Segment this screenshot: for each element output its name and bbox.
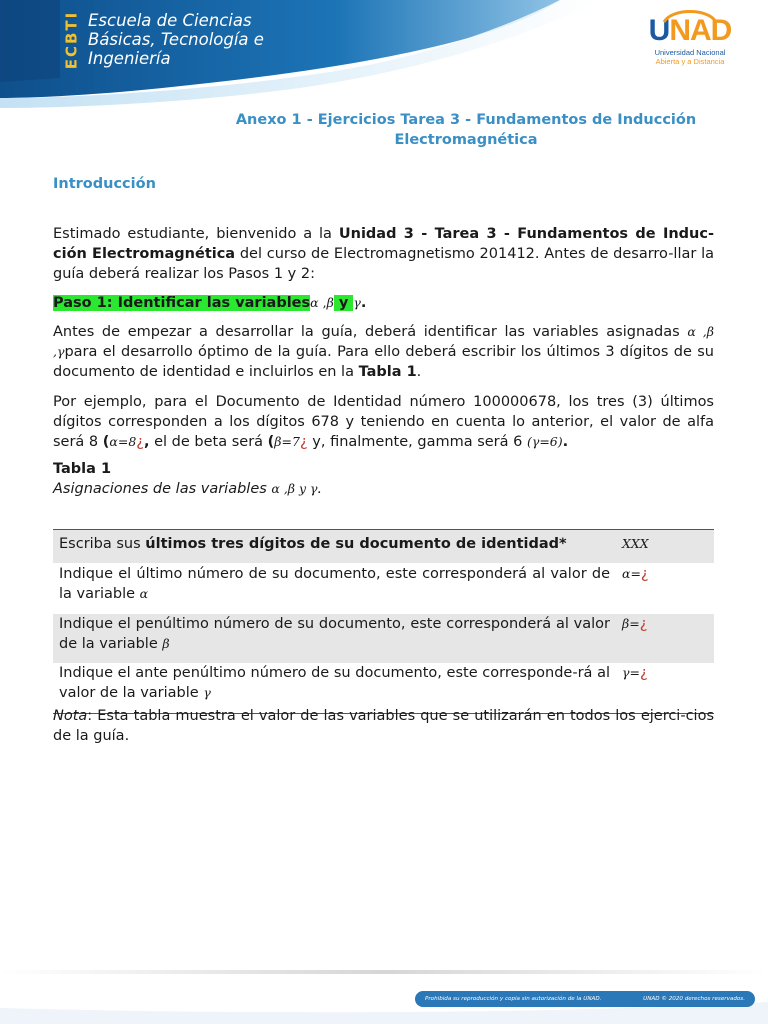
- logo-line-2: Abierta y a Distancia: [655, 57, 725, 66]
- logo-arc-icon: [658, 6, 722, 26]
- table-caption: Asignaciones de las variables α ,β y γ.: [53, 481, 323, 497]
- ecbti-vertical-tag: ECBTI: [62, 10, 81, 70]
- school-line-1: Escuela de Ciencias: [88, 11, 252, 30]
- logo-mark: UNAD: [648, 14, 732, 47]
- step-1-label: Paso 1: Identificar las variables: [53, 295, 311, 311]
- intro-bold: Unidad 3 - Tarea 3 - Fundamentos de Induc-ción Electromagnética: [53, 226, 714, 262]
- table-cell-value: β=¿: [616, 614, 714, 663]
- table-cell-value: γ=¿: [622, 665, 648, 681]
- table-row: [53, 614, 714, 663]
- table-cell-question: Indique el ante penúltimo número de su documento, este corresponde-rá al valor de la variable γ: [59, 665, 610, 701]
- logo-line-1: Universidad Nacional: [654, 48, 726, 57]
- footer-copy-notice: Prohibida su reproducción y copia sin autorización de la UNAD.: [425, 996, 602, 1002]
- footer-bar: [415, 991, 755, 1007]
- title-line-2: Electromagnética: [394, 132, 538, 148]
- table-cell-value: XXX: [616, 530, 714, 564]
- footer-rights: UNAD © 2020 derechos reservados.: [643, 996, 745, 1002]
- table-row: [53, 530, 714, 564]
- school-name: [88, 11, 264, 68]
- table-cell-question: Indique el penúltimo número de su documento, este corresponderá al valor de la variable β: [53, 614, 616, 663]
- table-cell-question: Indique el último número de su documento, este corresponderá al valor de la variable α: [59, 566, 610, 602]
- school-line-2: Básicas, Tecnología e: [88, 30, 264, 49]
- table-note: Nota: Esta tabla muestra el valor de las variables que se utilizarán en todos los ejerci-cios de la guía.: [53, 708, 714, 744]
- variables-table: [53, 529, 714, 714]
- instructions-paragraph: Antes de empezar a desarrollar la guía, deberá identificar las variables asignadas α ,β ,γpara el desarrollo óptimo de la guía. Para ello deberá escribir los últimos 3 dígitos de su documento de identidad e incluirlos en la Tabla 1.: [53, 324, 714, 380]
- title-line-1: Anexo 1 - Ejercicios Tarea 3 - Fundamentos de Inducción: [235, 112, 697, 128]
- step-1-heading: Paso 1: Identificar las variablesα ,β y γ.: [53, 295, 367, 311]
- section-heading: Introducción: [53, 176, 156, 192]
- unad-logo: [630, 6, 750, 70]
- example-paragraph: Por ejemplo, para el Documento de Identidad número 100000678, los tres (3) últimos dígitos corresponden a los dígitos 678 y teniendo en cuenta lo anterior, el valor de alfa será 8 (α=8¿, el de beta será (β=7¿ y, finalmente, gamma será 6 (γ=6).: [53, 394, 714, 450]
- document-title: [196, 110, 736, 150]
- table-label: Tabla 1: [53, 461, 112, 477]
- header-banner: [0, 0, 768, 110]
- intro-paragraph: Estimado estudiante, bienvenido a la Unidad 3 - Tarea 3 - Fundamentos de Induc-ción Electromagnética del curso de Electromagnetismo 201412. Antes de desarro-llar la guía deberá realizar los Pasos 1 y 2:: [53, 226, 714, 282]
- footer: [0, 962, 768, 1024]
- table-cell-question: Escriba sus últimos tres dígitos de su documento de identidad*: [53, 530, 616, 564]
- table-cell-value: α=¿: [622, 566, 649, 582]
- table-row: [53, 563, 714, 614]
- school-line-3: Ingeniería: [88, 49, 171, 68]
